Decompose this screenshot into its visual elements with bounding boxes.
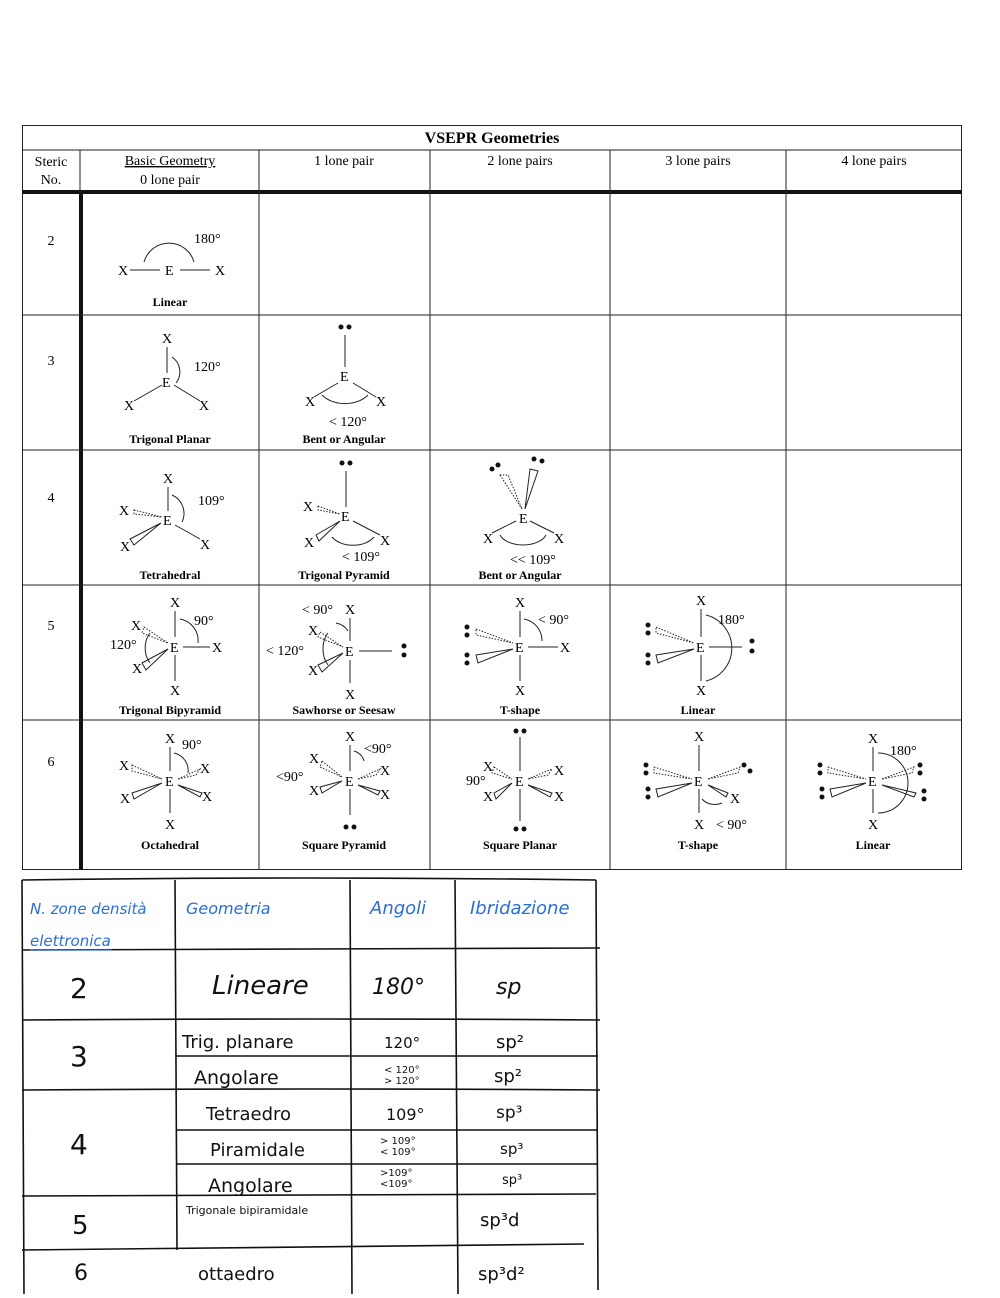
header-3-lone: 3 lone pairs: [665, 154, 731, 169]
label-tetrahedral: Tetrahedral: [139, 568, 201, 582]
label-trigonal-planar: Trigonal Planar: [129, 432, 211, 446]
header-2-lone: 2 lone pairs: [487, 154, 553, 169]
notes-angle-180: 180°: [372, 975, 425, 1000]
svg-text:E: E: [165, 775, 174, 790]
svg-text:X: X: [554, 764, 565, 779]
notes-header-geometry: Geometria: [186, 899, 271, 918]
svg-text:X: X: [515, 596, 526, 611]
notes-n-5: 5: [72, 1211, 89, 1241]
notes-header-zones-2: elettronica: [30, 932, 111, 950]
header-basic-geometry: Basic Geometry: [124, 154, 216, 169]
svg-text:X: X: [200, 762, 211, 777]
notes-hyb-sp3d: sp³d: [480, 1210, 520, 1231]
notes-table: [0, 870, 640, 1294]
svg-text:X: X: [554, 532, 565, 547]
notes-angle-angolare-3b: > 120°: [384, 1076, 420, 1087]
svg-text:< 90°: < 90°: [302, 603, 333, 618]
svg-text:X: X: [170, 684, 181, 699]
header-4-lone: 4 lone pairs: [841, 154, 907, 169]
svg-text:<90°: <90°: [364, 742, 392, 757]
vsepr-table: [22, 125, 962, 870]
header-steric-no: No.: [40, 173, 62, 188]
molecule-bent-4: [478, 457, 564, 583]
svg-text:X: X: [380, 534, 391, 549]
svg-text:X: X: [483, 532, 494, 547]
svg-text:X: X: [162, 332, 173, 347]
notes-hyb-sp3b: sp³: [500, 1140, 524, 1158]
svg-text:X: X: [119, 504, 130, 519]
notes-n-2: 2: [70, 972, 88, 1005]
svg-text:X: X: [131, 619, 142, 634]
svg-text:X: X: [120, 540, 131, 555]
molecule-seesaw: [266, 603, 407, 717]
label-t-shape-6: T-shape: [677, 838, 719, 852]
steric-6: 6: [47, 755, 55, 770]
svg-text:X: X: [694, 730, 705, 745]
svg-text:<< 109°: << 109°: [510, 553, 556, 568]
label-seesaw: Sawhorse or Seesaw: [292, 703, 396, 717]
label-square-pyramid: Square Pyramid: [301, 838, 387, 852]
svg-text:X: X: [380, 764, 391, 779]
svg-text:X: X: [345, 730, 356, 745]
notes-geom-lineare: Lineare: [212, 971, 309, 1001]
notes-geom-angolare-4: Angolare: [208, 1175, 293, 1197]
notes-hyb-sp3c: sp³: [502, 1173, 523, 1188]
svg-text:120°: 120°: [194, 360, 221, 375]
svg-text:X: X: [696, 594, 707, 609]
notes-hyb-sp2b: sp²: [494, 1066, 523, 1087]
svg-text:E: E: [340, 370, 349, 385]
svg-text:180°: 180°: [890, 744, 917, 759]
svg-text:X: X: [132, 662, 143, 677]
svg-text:X: X: [120, 792, 131, 807]
molecule-bent-3: [302, 325, 386, 447]
notes-geom-ottaedro: ottaedro: [198, 1264, 275, 1285]
svg-text:< 90°: < 90°: [538, 613, 569, 628]
label-octahedral: Octahedral: [141, 838, 199, 852]
svg-text:E: E: [868, 775, 877, 790]
notes-geom-piramidale: Piramidale: [210, 1140, 305, 1161]
svg-text:X: X: [305, 395, 316, 410]
notes-header-hybrid: Ibridazione: [470, 898, 570, 919]
notes-n-4: 4: [70, 1128, 88, 1161]
header-1-lone: 1 lone pair: [314, 154, 374, 169]
svg-text:E: E: [345, 645, 354, 660]
svg-text:90°: 90°: [194, 614, 214, 629]
svg-text:<90°: <90°: [276, 770, 304, 785]
label-trigonal-bipyramid: Trigonal Bipyramid: [118, 703, 222, 717]
molecule-t-shape-6: [644, 730, 753, 852]
notes-angle-angolare-4: >109°: [380, 1168, 413, 1179]
svg-text:X: X: [868, 818, 879, 833]
svg-text:X: X: [309, 784, 320, 799]
header-steric: Steric: [34, 155, 68, 170]
svg-text:90°: 90°: [466, 774, 486, 789]
molecule-square-planar: [466, 729, 564, 853]
notes-angle-piramidale-b: < 109°: [380, 1147, 416, 1158]
molecule-linear: [118, 232, 225, 309]
molecule-trigonal-pyramid: [298, 461, 390, 583]
notes-geom-tetraedro: Tetraedro: [206, 1104, 292, 1125]
molecule-trigonal-bipyramid: [110, 596, 222, 717]
svg-text:X: X: [868, 732, 879, 747]
svg-text:X: X: [118, 264, 129, 279]
steric-5: 5: [47, 619, 55, 634]
notes-hyb-sp: sp: [496, 975, 522, 1000]
header-0-lone: 0 lone pair: [140, 173, 200, 188]
svg-text:X: X: [694, 818, 705, 833]
svg-text:X: X: [304, 536, 315, 551]
svg-text:< 120°: < 120°: [266, 644, 304, 659]
label-linear-5: Linear: [680, 703, 716, 717]
notes-geom-trig: Trig. planare: [182, 1032, 294, 1053]
steric-2: 2: [47, 234, 55, 249]
notes-angle-piramidale: > 109°: [380, 1136, 416, 1147]
label-t-shape-5: T-shape: [499, 703, 541, 717]
label-trigonal-pyramid: Trigonal Pyramid: [298, 568, 390, 582]
svg-text:E: E: [519, 512, 528, 527]
svg-text:X: X: [483, 760, 494, 775]
molecule-trigonal-planar: [124, 332, 221, 446]
svg-text:180°: 180°: [194, 232, 221, 247]
svg-text:E: E: [696, 641, 705, 656]
table-title: VSEPR Geometries: [424, 130, 560, 147]
svg-text:180°: 180°: [718, 613, 745, 628]
notes-angle-109: 109°: [386, 1105, 425, 1124]
svg-text:X: X: [303, 500, 314, 515]
svg-text:E: E: [345, 775, 354, 790]
label-linear-6: Linear: [855, 838, 891, 852]
svg-text:X: X: [202, 790, 213, 805]
label-bent-4: Bent or Angular: [478, 568, 562, 582]
svg-text:120°: 120°: [110, 638, 137, 653]
notes-angle-120: 120°: [384, 1034, 421, 1052]
notes-header-angles: Angoli: [370, 898, 427, 919]
svg-text:X: X: [345, 688, 356, 703]
svg-text:E: E: [170, 641, 179, 656]
svg-text:109°: 109°: [198, 494, 225, 509]
svg-text:E: E: [165, 264, 174, 279]
notes-header-zones: N. zone densità: [30, 900, 147, 918]
svg-text:< 109°: < 109°: [342, 550, 380, 565]
molecule-octahedral: [119, 732, 212, 852]
svg-text:E: E: [341, 510, 350, 525]
svg-text:E: E: [163, 514, 172, 529]
svg-text:X: X: [200, 538, 211, 553]
svg-text:X: X: [560, 641, 571, 656]
svg-text:X: X: [163, 472, 174, 487]
molecule-linear-5: [646, 594, 755, 717]
svg-text:X: X: [215, 264, 226, 279]
molecule-linear-6: [818, 732, 927, 852]
svg-text:< 120°: < 120°: [329, 415, 367, 430]
svg-text:X: X: [696, 684, 707, 699]
svg-text:E: E: [515, 775, 524, 790]
svg-text:E: E: [694, 775, 703, 790]
svg-text:X: X: [170, 596, 181, 611]
notes-hyb-sp2a: sp²: [496, 1032, 525, 1053]
molecule-tetrahedral: [119, 472, 225, 582]
svg-text:X: X: [515, 684, 526, 699]
label-linear: Linear: [152, 295, 188, 309]
notes-angle-angolare-4b: <109°: [380, 1179, 413, 1190]
notes-n-6: 6: [74, 1261, 88, 1286]
svg-text:E: E: [162, 376, 171, 391]
notes-geom-angolare-3: Angolare: [194, 1067, 279, 1089]
molecule-square-pyramid: [276, 730, 392, 852]
molecule-t-shape-5: [465, 596, 571, 717]
notes-geom-tbp: Trigonale bipiramidale: [186, 1204, 309, 1217]
svg-text:X: X: [554, 790, 565, 805]
svg-text:X: X: [212, 641, 223, 656]
svg-text:X: X: [165, 732, 176, 747]
svg-text:X: X: [124, 399, 135, 414]
notes-hyb-sp3d2: sp³d²: [478, 1264, 525, 1285]
svg-text:X: X: [483, 790, 494, 805]
svg-text:X: X: [730, 792, 741, 807]
svg-text:X: X: [380, 788, 391, 803]
svg-text:90°: 90°: [182, 738, 202, 753]
svg-text:X: X: [376, 395, 387, 410]
svg-text:E: E: [515, 641, 524, 656]
svg-text:X: X: [308, 664, 319, 679]
svg-text:X: X: [165, 818, 176, 833]
svg-text:X: X: [199, 399, 210, 414]
steric-3: 3: [47, 354, 55, 369]
svg-text:X: X: [119, 759, 130, 774]
label-bent-3: Bent or Angular: [302, 432, 386, 446]
label-square-planar: Square Planar: [482, 838, 558, 852]
svg-text:X: X: [345, 603, 356, 618]
steric-4: 4: [47, 491, 55, 506]
svg-text:X: X: [309, 752, 320, 767]
svg-text:X: X: [308, 624, 319, 639]
notes-angle-angolare-3: < 120°: [384, 1065, 420, 1076]
svg-text:< 90°: < 90°: [716, 818, 747, 833]
notes-n-3: 3: [70, 1040, 88, 1073]
notes-hyb-sp3a: sp³: [496, 1103, 523, 1123]
